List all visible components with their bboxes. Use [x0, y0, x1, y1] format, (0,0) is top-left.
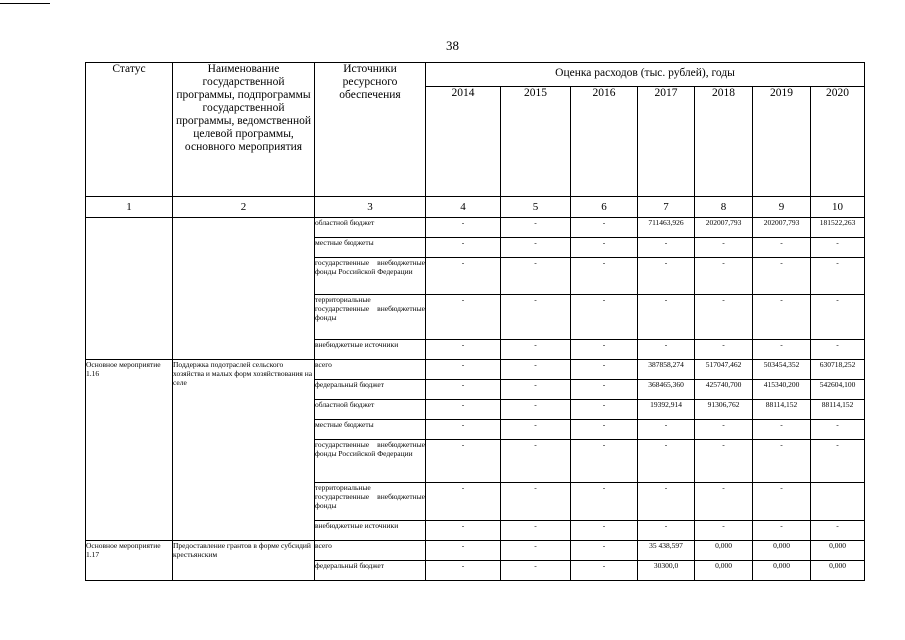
header-status: Статус [86, 63, 173, 197]
row-program-name [173, 218, 315, 360]
expense-value: - [501, 561, 571, 581]
expense-value: - [426, 483, 501, 521]
expense-value: - [638, 521, 695, 541]
expense-value: - [501, 218, 571, 238]
funding-source: внебюджетные источники [315, 521, 426, 541]
expense-value: - [501, 258, 571, 295]
expense-value: - [571, 238, 638, 258]
expense-value: - [753, 340, 811, 360]
header-name: Наименование государственной программы, подпрограммы государственной программы, ведомственной целевой программы, основного мероприятия [173, 63, 315, 197]
funding-source: местные бюджеты [315, 238, 426, 258]
expense-value: - [426, 258, 501, 295]
expense-value: - [753, 420, 811, 440]
expense-value: - [571, 561, 638, 581]
header-year: 2016 [571, 87, 638, 197]
expense-table [85, 62, 865, 581]
expense-value: 181522,263 [811, 218, 865, 238]
expense-value: - [501, 400, 571, 420]
expense-value: - [695, 420, 753, 440]
expense-value: - [571, 521, 638, 541]
expense-value: 0,000 [811, 541, 865, 561]
expense-value: 711463,926 [638, 218, 695, 238]
funding-source: местные бюджеты [315, 420, 426, 440]
expense-value: - [753, 440, 811, 483]
expense-value: - [753, 521, 811, 541]
expense-value: - [426, 218, 501, 238]
funding-source: всего [315, 541, 426, 561]
expense-value: - [811, 420, 865, 440]
expense-value: - [638, 295, 695, 340]
expense-value: - [501, 483, 571, 521]
expense-value: - [571, 258, 638, 295]
expense-value: 387858,274 [638, 360, 695, 380]
expense-value: 202007,793 [753, 218, 811, 238]
expense-value: 0,000 [753, 561, 811, 581]
funding-source: территориальные государственные внебюджетные фонды [315, 483, 426, 521]
column-number: 6 [571, 197, 638, 218]
expense-value: - [695, 521, 753, 541]
table-row [86, 360, 865, 380]
expense-value: - [426, 521, 501, 541]
expense-value: - [638, 440, 695, 483]
expense-value: - [571, 360, 638, 380]
row-status [86, 218, 173, 360]
expense-value: - [753, 238, 811, 258]
expense-value: - [695, 440, 753, 483]
funding-source: областной бюджет [315, 400, 426, 420]
expense-value: - [638, 258, 695, 295]
expense-value: - [501, 360, 571, 380]
funding-source: территориальные государственные внебюджетные фонды [315, 295, 426, 340]
expense-value: - [571, 541, 638, 561]
expense-value: - [638, 340, 695, 360]
expense-value: - [426, 380, 501, 400]
expense-value: - [571, 483, 638, 521]
expense-value: - [571, 420, 638, 440]
column-number: 8 [695, 197, 753, 218]
header-year: 2019 [753, 87, 811, 197]
expense-value: - [695, 483, 753, 521]
page-top-rule [0, 3, 50, 4]
funding-source: государственные внебюджетные фонды Российской Федерации [315, 440, 426, 483]
expense-value: - [811, 521, 865, 541]
expense-value: - [501, 295, 571, 340]
expense-value: - [571, 295, 638, 340]
funding-source: областной бюджет [315, 218, 426, 238]
header-year: 2015 [501, 87, 571, 197]
expense-value: - [695, 238, 753, 258]
expense-value: 88114,152 [811, 400, 865, 420]
funding-source: всего [315, 360, 426, 380]
expense-value: - [811, 340, 865, 360]
funding-source: государственные внебюджетные фонды Российской Федерации [315, 258, 426, 295]
expense-value: - [695, 295, 753, 340]
expense-value: 202007,793 [695, 218, 753, 238]
expense-value: - [571, 340, 638, 360]
expense-value: - [811, 238, 865, 258]
expense-value: 30300,0 [638, 561, 695, 581]
expense-value: - [571, 218, 638, 238]
expense-value: - [426, 400, 501, 420]
expense-value: 35 438,597 [638, 541, 695, 561]
expense-value: - [571, 440, 638, 483]
funding-source: федеральный бюджет [315, 380, 426, 400]
header-year: 2018 [695, 87, 753, 197]
expense-value: - [638, 483, 695, 521]
expense-value: - [426, 360, 501, 380]
row-program-name: Поддержка подотраслей сельского хозяйства и малых форм хозяйствования на селе [173, 360, 315, 541]
expense-value: - [811, 440, 865, 483]
expense-value: 19392,914 [638, 400, 695, 420]
expense-value: 88114,152 [753, 400, 811, 420]
expense-value: - [426, 420, 501, 440]
row-status: Основное мероприятие 1.17 [86, 541, 173, 581]
expense-value [811, 483, 865, 521]
row-program-name: Предоставление грантов в форме субсидий крестьянским [173, 541, 315, 581]
expense-value: 415340,200 [753, 380, 811, 400]
column-number: 2 [173, 197, 315, 218]
expense-value: 368465,360 [638, 380, 695, 400]
expense-value: - [501, 340, 571, 360]
header-year: 2014 [426, 87, 501, 197]
expense-value: - [501, 440, 571, 483]
expense-value: 0,000 [695, 541, 753, 561]
column-number: 3 [315, 197, 426, 218]
header-sources: Источники ресурсного обеспечения [315, 63, 426, 197]
expense-value: - [501, 238, 571, 258]
expense-value: 503454,352 [753, 360, 811, 380]
expense-value: - [426, 541, 501, 561]
expense-value: - [426, 440, 501, 483]
table-row [86, 541, 865, 561]
expense-value: - [753, 483, 811, 521]
expense-value: - [811, 258, 865, 295]
expense-value: - [695, 258, 753, 295]
column-number: 9 [753, 197, 811, 218]
expense-value: 0,000 [695, 561, 753, 581]
column-number: 10 [811, 197, 865, 218]
column-number: 4 [426, 197, 501, 218]
expense-value: - [426, 238, 501, 258]
table-row [86, 218, 865, 238]
expense-value: - [501, 380, 571, 400]
header-year: 2017 [638, 87, 695, 197]
funding-source: федеральный бюджет [315, 561, 426, 581]
expense-value: 630718,252 [811, 360, 865, 380]
expense-value: - [753, 258, 811, 295]
expense-value: - [571, 400, 638, 420]
expense-value: - [571, 380, 638, 400]
expense-value: - [426, 561, 501, 581]
expense-value: - [753, 295, 811, 340]
header-year: 2020 [811, 87, 865, 197]
expense-value: - [811, 295, 865, 340]
expense-value: - [426, 340, 501, 360]
expense-value: - [638, 238, 695, 258]
page-number: 38 [446, 38, 459, 53]
column-number: 5 [501, 197, 571, 218]
expense-value: - [638, 420, 695, 440]
expense-value: - [426, 295, 501, 340]
expense-value: - [501, 420, 571, 440]
header-estimate: Оценка расходов (тыс. рублей), годы [426, 63, 865, 87]
expense-value: 517047,462 [695, 360, 753, 380]
expense-value: 91306,762 [695, 400, 753, 420]
expense-value: - [501, 521, 571, 541]
expense-value: - [695, 340, 753, 360]
expense-value: 0,000 [811, 561, 865, 581]
expense-value: 425740,700 [695, 380, 753, 400]
column-number: 7 [638, 197, 695, 218]
column-number: 1 [86, 197, 173, 218]
row-status: Основное мероприятие 1.16 [86, 360, 173, 541]
funding-source: внебюджетные источники [315, 340, 426, 360]
expense-value: - [501, 541, 571, 561]
expense-value: 0,000 [753, 541, 811, 561]
expense-value: 542604,100 [811, 380, 865, 400]
